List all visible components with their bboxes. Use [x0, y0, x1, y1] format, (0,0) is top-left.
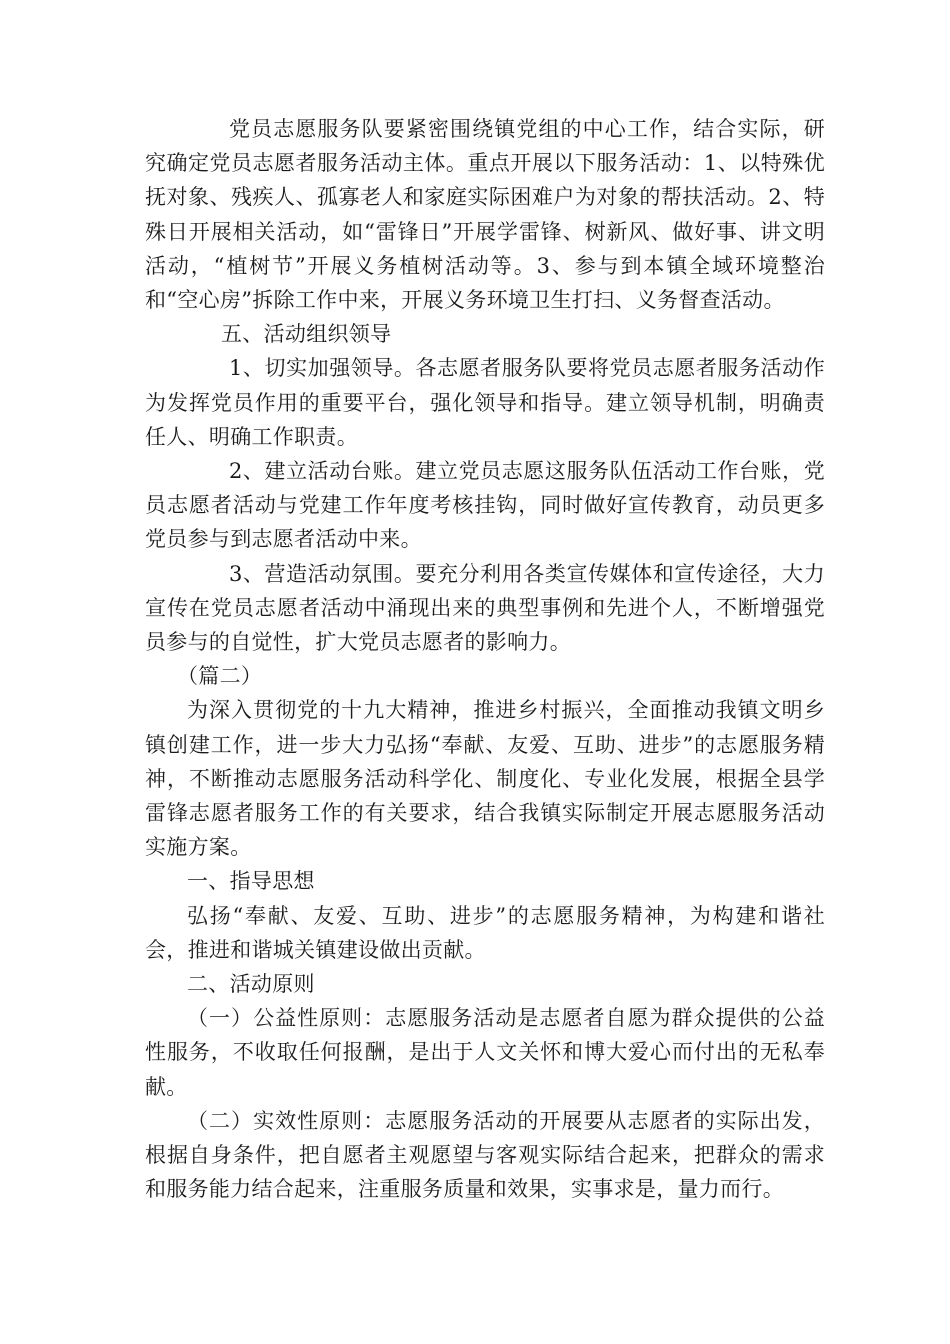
- document-body: [145, 112, 825, 1207]
- heading-part-two: （篇二）: [177, 664, 263, 689]
- heading-guiding-ideology: 一、指导思想: [187, 869, 315, 894]
- heading-section-five: 五、活动组织领导: [221, 322, 392, 347]
- paragraph-service-activities: 党员志愿服务队要紧密围绕镇党组的中心工作，结合实际，研究确定党员志愿者服务活动主体。重点开展以下服务活动：1、以特殊优抚对象、残疾人、孤寡老人和家庭实际困难户为对象的帮扶活动。2、特殊日开展相关活动，如“雷锋日”开展学雷锋、树新风、做好事、讲文明活动，“植树节”开展义务植树活动等。3、参与到本镇全域环境整治和“空心房”拆除工作中来，开展义务环境卫生打扫、义务督查活动。: [145, 117, 825, 313]
- paragraph-principle-public-welfare: （一）公益性原则：志愿服务活动是志愿者自愿为群众提供的公益性服务，不收取任何报酬，是出于人文关怀和博大爱心而付出的无私奉献。: [145, 1006, 825, 1099]
- paragraph-intro: 为深入贯彻党的十九大精神，推进乡村振兴，全面推动我镇文明乡镇创建工作，进一步大力弘扬“奉献、友爱、互助、进步”的志愿服务精神，不断推动志愿服务活动科学化、制度化、专业化发展，根据全县学雷锋志愿者服务工作的有关要求，结合我镇实际制定开展志愿服务活动实施方案。: [145, 698, 825, 860]
- paragraph-guiding-ideology: 弘扬“奉献、友爱、互助、进步”的志愿服务精神，为构建和谐社会，推进和谐城关镇建设做出贡献。: [145, 903, 825, 962]
- paragraph-atmosphere: 3、营造活动氛围。要充分利用各类宣传媒体和宣传途径，大力宣传在党员志愿者活动中涌现出来的典型事例和先进个人，不断增强党员参与的自觉性，扩大党员志愿者的影响力。: [145, 561, 825, 655]
- paragraph-leadership: 1、切实加强领导。各志愿者服务队要将党员志愿者服务活动作为发挥党员作用的重要平台，强化领导和指导。建立领导机制，明确责任人、明确工作职责。: [145, 356, 825, 449]
- heading-principles: 二、活动原则: [187, 972, 315, 997]
- paragraph-principle-effectiveness: （二）实效性原则：志愿服务活动的开展要从志愿者的实际出发，根据自身条件，把自愿者主观愿望与客观实际结合起来，把群众的需求和服务能力结合起来，注重服务质量和效果，实事求是，量力而行。: [145, 1108, 825, 1202]
- paragraph-ledger: 2、建立活动台账。建立党员志愿这服务队伍活动工作台账，党员志愿者活动与党建工作年度考核挂钩，同时做好宣传教育，动员更多党员参与到志愿者活动中来。: [145, 459, 825, 552]
